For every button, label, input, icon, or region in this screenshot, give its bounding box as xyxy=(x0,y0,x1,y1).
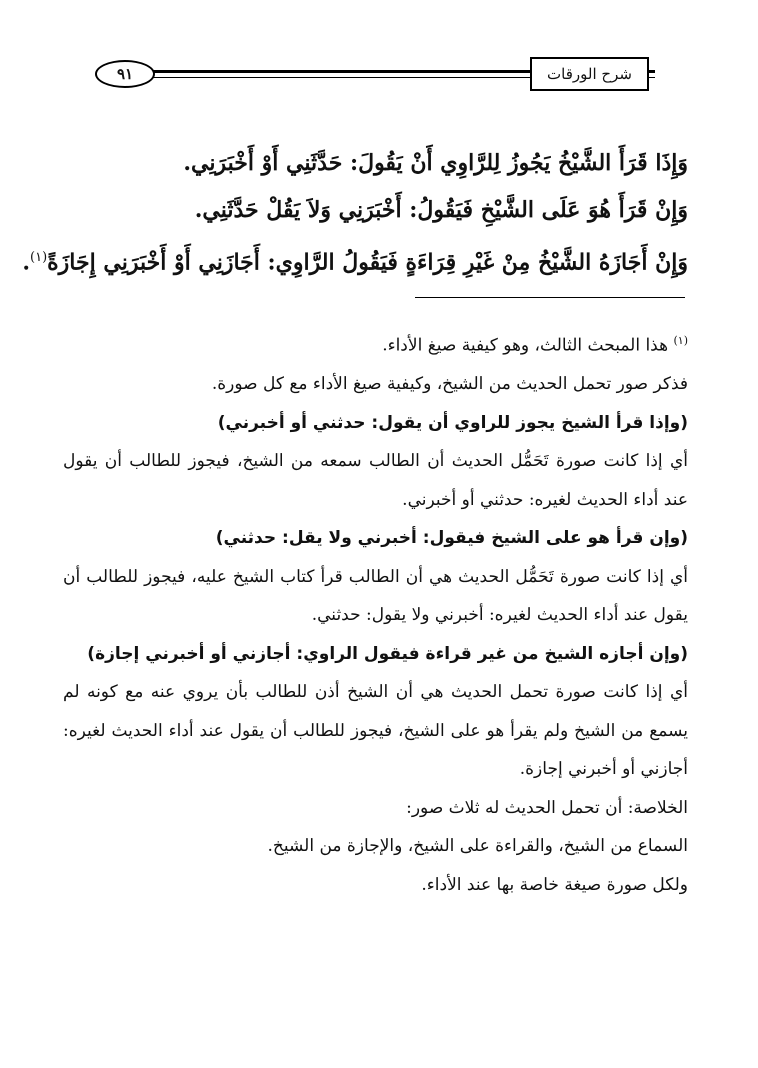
commentary-p7: السماع من الشيخ، والقراءة على الشيخ، والإجازة من الشيخ. xyxy=(267,836,688,857)
footnote-ref[interactable]: (١) xyxy=(30,250,48,265)
commentary-heading-2: (وإن قرأ هو على الشيخ فيقول: أخبرني ولا يقل: حدثني) xyxy=(215,528,688,549)
commentary-p2: فذكر صور تحمل الحديث من الشيخ، وكيفية صيغ الأداء مع كل صورة. xyxy=(211,374,688,395)
main-line-3 xyxy=(22,234,688,286)
commentary-p3: أي إذا كانت صورة تَحَمُّل الحديث أن الطالب سمعه من الشيخ، فيجوز للطالب أن يقول عند أداء الحديث لغيره: حدثني أو أخبرني. xyxy=(63,451,688,510)
commentary-intro xyxy=(63,322,688,365)
commentary-p1: هذا المبحث الثالث، وهو كيفية صيغ الأداء. xyxy=(382,335,669,356)
commentary-heading-1: (وإذا قرأ الشيخ يجوز للراوي أن يقول: حدثني أو أخبرني) xyxy=(217,412,688,433)
commentary-p8: ولكل صورة صيغة خاصة بها عند الأداء. xyxy=(421,874,688,895)
commentary-heading-3: (وإن أجازه الشيخ من غير قراءة فيقول الراوي: أجازني أو أخبرني إجازة) xyxy=(87,643,688,664)
footnote-marker: (١) xyxy=(673,334,688,347)
commentary-p4: أي إذا كانت صورة تَحَمُّل الحديث هي أن الطالب قرأ كتاب الشيخ عليه، فيجوز للطالب أن يقول عند أداء الحديث لغيره: أخبرني ولا يقول: حدثني. xyxy=(63,566,688,626)
main-line-3-end: . xyxy=(22,249,30,276)
footnote-separator xyxy=(415,297,685,298)
commentary-p6: الخلاصة: أن تحمل الحديث له ثلاث صور: xyxy=(406,797,688,818)
main-line-3-text: وَإِنْ أَجَازَهُ الشَّيْخُ مِنْ غَيْرِ قِرَاءَةٍ فَيَقُولُ الرَّاوِي: أَجَازَنِي أَوْ أَخْبَرَنِي إِجَازَةً xyxy=(47,249,688,276)
commentary-p5: أي إذا كانت صورة تحمل الحديث هي أن الشيخ أذن للطالب بأن يروي عنه مع كونه لم يسمع من الشيخ ولم يقرأ هو على الشيخ، فيجوز للطالب أن يقول عند أداء الحديث لغيره: أجازني أو أخبرني إجازة. xyxy=(63,682,688,780)
commentary xyxy=(63,322,688,904)
main-text xyxy=(22,140,688,286)
page-number: ٩١ xyxy=(95,60,155,88)
main-line-2: وَإِنْ قَرَأَ هُوَ عَلَى الشَّيْخِ فَيَقُولُ: أَخْبَرَنِي وَلاَ يَقُلْ حَدَّثَنِي. xyxy=(194,197,688,223)
book-title: شرح الورقات xyxy=(530,57,649,91)
main-line-1: وَإِذَا قَرَأَ الشَّيْخُ يَجُوزُ لِلرَّاوِي أَنْ يَقُولَ: حَدَّثَنِي أَوْ أَخْبَرَنِي. xyxy=(183,150,688,176)
